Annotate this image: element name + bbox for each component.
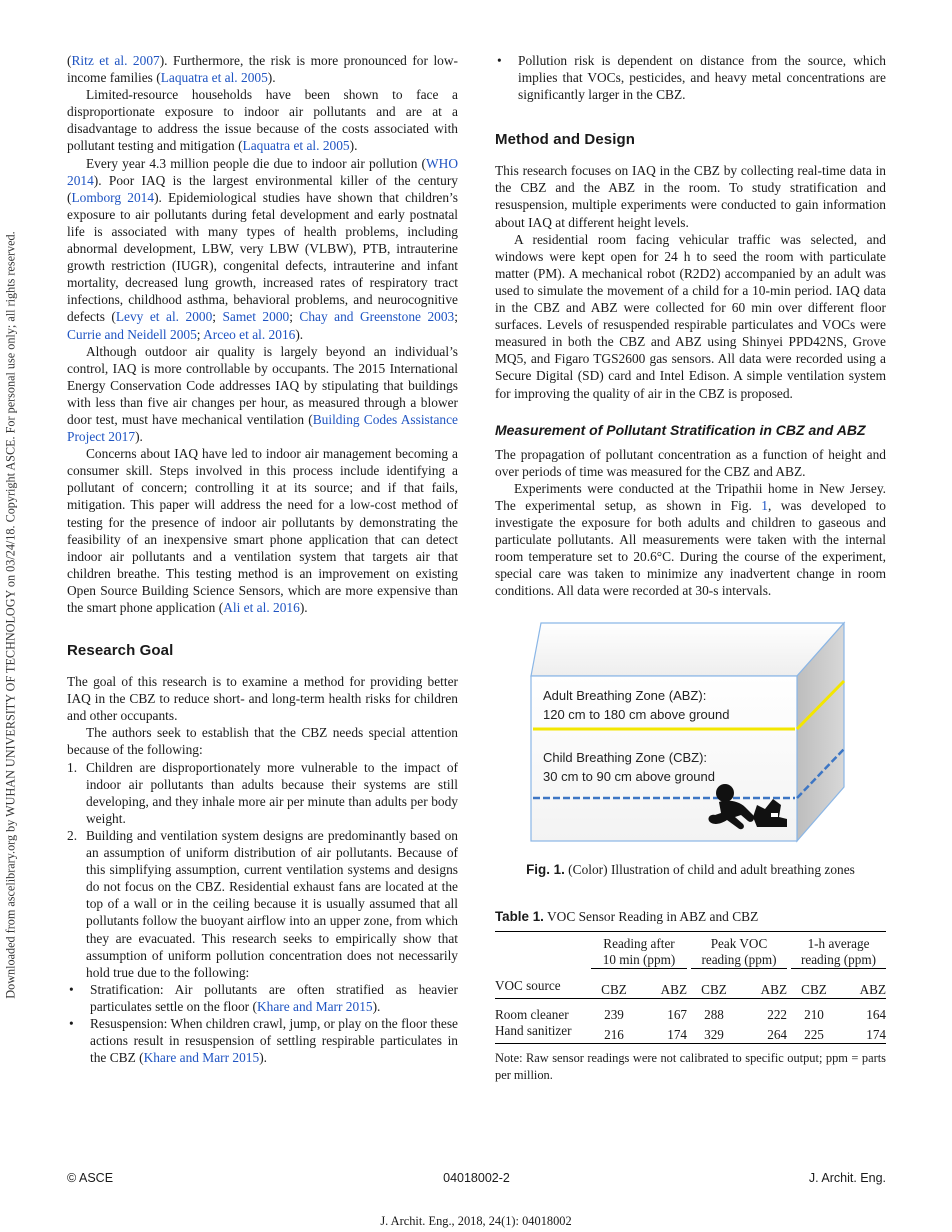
bullet-list (67, 981, 458, 1066)
footer-copyright: © ASCE (67, 1171, 114, 1185)
text-run: ). (299, 600, 308, 615)
paragraph: This research focuses on IAQ in the CBZ by collecting real-time data in the CBZ and the ABZ in the room. To study stratification and resuspension, multiple experiments were conducted to gain information about IAQ at different height levels. (495, 163, 886, 230)
cell: 239 (604, 1007, 624, 1023)
list-item-text (86, 828, 458, 980)
figure-caption (495, 861, 886, 878)
table-group-header-row (495, 932, 886, 972)
paragraph: The propagation of pollutant concentration as a function of height and over periods of time was measured for the CBZ and ABZ. (495, 446, 886, 479)
paragraph: (Ritz et al. 2007). Furthermore, the risk is more pronounced for low-income families (Laquatra et al. 2005). (67, 53, 458, 86)
cell: 164 (866, 1007, 886, 1023)
col-header: CBZ (701, 982, 727, 998)
cell: 225 (804, 1027, 824, 1043)
col-header: ABZ (859, 982, 886, 998)
paragraph (495, 480, 886, 600)
text-run: Although outdoor air quality is largely beyond an individual’s control, IAQ is more controllable by occupants. The 2015 International Energy Conservation Code addresses IAQ by stipulating that buildings with less than five air changes per hour, as measured through a blower door test, must have mechanical ventilation ( (67, 343, 458, 427)
text-run: ). Epidemiological studies have shown that children’s exposure to air pollutants during fetal development and early postnatal life is associated with many types of health problems, including abnormal development, LBW, very LBW (VLBW), PTB, intrauterine growth restriction (IUGR), congenital defects, intrauterine and infant mortality, decreased lung growth, increased rates of respiratory tract infections, childhood asthma, behavioral problems, and neurocognitive defects ( (67, 189, 458, 325)
citation-link[interactable]: Khare and Marr 2015 (256, 998, 373, 1014)
citation-link[interactable]: Building Codes Assistance Project 2017 (67, 411, 459, 445)
cell: 329 (704, 1027, 724, 1043)
list-item-text (90, 982, 458, 1014)
list-item (495, 52, 886, 103)
group-header: Peak VOC reading (ppm) (691, 932, 787, 972)
text-run: ). (349, 138, 358, 154)
cbz-range: 30 cm to 90 cm above ground (543, 769, 715, 785)
paragraph (67, 155, 458, 343)
list-item-text (86, 760, 458, 826)
breathing-zone-illustration (495, 621, 886, 853)
page-footer (67, 1171, 886, 1187)
citation-link[interactable]: Samet 2000 (222, 309, 290, 325)
side-download-note (4, 40, 18, 1190)
method-heading: Method and Design (495, 131, 636, 149)
row-source: Room cleaner (495, 1007, 569, 1023)
text-run: Every year 4.3 million people die due to indoor air pollution ( (86, 155, 427, 171)
paragraph (67, 445, 458, 616)
table-row (495, 1023, 886, 1043)
list-marker: • (69, 1015, 74, 1031)
col-header: CBZ (801, 982, 827, 998)
cell: 222 (767, 1007, 787, 1023)
citation-link[interactable]: WHO 2014 (67, 155, 458, 188)
citation-link[interactable]: 1 (761, 497, 768, 513)
citation-link[interactable]: Chay and Greenstone 2003 (299, 309, 455, 325)
list-item (67, 1015, 458, 1066)
text-run: ). (267, 70, 276, 86)
group-header: Reading after 10 min (ppm) (591, 932, 687, 972)
list-marker: • (69, 981, 74, 997)
col-header: CBZ (601, 982, 627, 998)
table-row (495, 1007, 886, 1023)
citation-link[interactable]: Ritz et al. 2007 (71, 53, 160, 68)
citation-link[interactable]: Laquatra et al. 2005 (160, 70, 268, 86)
abz-range: 120 cm to 180 cm above ground (543, 707, 730, 723)
text-run: Pollution risk is dependent on distance from the source, which implies that VOCs, pesticides, and heavy metal concentrations are significantly larger in the CBZ. (518, 53, 886, 103)
citation-link[interactable]: Laquatra et al. 2005 (242, 138, 350, 154)
text-run: Children are disproportionately more vulnerable to the impact of indoor air pollutants than adults because their systems are still developing, and they inhale more air per minute than adults per body weight. (86, 759, 458, 826)
left-column (67, 52, 458, 1066)
abz-title: Adult Breathing Zone (ABZ): (543, 688, 707, 704)
table-bottom-rule (495, 1043, 886, 1044)
table-title-text: VOC Sensor Reading in ABZ and CBZ (546, 909, 759, 925)
text-run: ). Furthermore, the risk is more pronounced for low-income families ( (67, 53, 458, 86)
text-run: ; (212, 309, 223, 325)
text-run: ). (372, 998, 381, 1014)
text-run: Concerns about IAQ have led to indoor air management becoming a consumer skill. Steps involved in this process include identifying a pollutant of concern; controlling it at its source; and if that fails, mitigation. This paper will address the need for a low-cost method of testing for the presence of indoor air pollutants by demonstrating the feasibility of an inexpensive smart phone application that can detect indoor air pollutants and a ventilation system that targets air that children breathe. This testing method is an improvement on existing Open Source Building Science Sensors, which are more expensive than the smart phone application ( (67, 446, 458, 615)
cell: 264 (767, 1027, 787, 1043)
col-header: ABZ (660, 982, 687, 998)
figure-1 (495, 621, 886, 853)
list-marker: 2. (67, 827, 78, 843)
text-run: ; (289, 309, 300, 325)
table-label: Table 1. (495, 909, 544, 925)
voc-table (495, 932, 886, 1043)
table-note: Note: Raw sensor readings were not calibrated to specific output; ppm = parts per million. (495, 1051, 886, 1083)
side-download-note-text: Downloaded from ascelibrary.org by WUHAN UNIVERSITY OF TECHNOLOGY on 03/24/18. Copyright ASCE. For personal use only; all rights reserved. (3, 231, 18, 999)
figure-caption-label: Fig. 1. (526, 862, 565, 878)
table-title (495, 908, 886, 925)
paragraph (67, 343, 458, 446)
cbz-title: Child Breathing Zone (CBZ): (543, 750, 708, 766)
cell: 174 (667, 1027, 687, 1043)
list-item (67, 981, 458, 1015)
citation-link[interactable]: Khare and Marr 2015 (143, 1050, 260, 1066)
table-column-header-row (495, 972, 886, 999)
right-column (495, 52, 886, 1097)
citation-link[interactable]: Levy et al. 2000 (115, 309, 213, 325)
row-source: Hand sanitizer (495, 1023, 572, 1039)
citation-link[interactable]: Ali et al. 2016 (223, 600, 300, 615)
list-marker: 1. (67, 759, 78, 775)
paragraph: The goal of this research is to examine a method for providing better IAQ in the CBZ to reduce short- and long-term health risks for children and other occupants. (67, 674, 458, 724)
text-run: Stratification: Air pollutants are often stratified as heavier particulates settle on the floor ( (90, 981, 458, 1014)
list-item-text (90, 1016, 458, 1065)
text-run: Experiments were conducted at the Tripathii home in New Jersey. The experimental setup, as shown in Fig. (495, 480, 886, 513)
cell: 174 (866, 1027, 886, 1043)
list-marker: • (497, 53, 502, 68)
cell: 167 (667, 1007, 687, 1023)
citation-line: J. Archit. Eng., 2018, 24(1): 04018002 (380, 1214, 572, 1228)
cell: 288 (704, 1007, 724, 1023)
citation-link[interactable]: Arceo et al. 2016 (203, 326, 296, 342)
text-run: , was developed to investigate the exposure for both adults and children to gaseous and particulate pollutants. All measurements were taken with the internal room temperature set to 20.6°C. During the course of the experiment, special care was taken to minimize any inadvertent change in room conditions. All data were recorded at 30-s intervals. (495, 497, 886, 599)
citation-link[interactable]: Currie and Neidell 2005 (67, 326, 197, 342)
list-item (67, 759, 458, 827)
figure-caption-text: (Color) Illustration of child and adult breathing zones (568, 862, 855, 878)
measurement-heading: Measurement of Pollutant Stratification in CBZ and ABZ (495, 421, 866, 438)
paragraph: A residential room facing vehicular traffic was selected, and windows were kept open for 24 h to seed the room with particulate matter (PM). A mechanical robot (R2D2) accompanied by an adult was used to simulate the movement of a child for a 10-min period. IAQ data in the CBZ and ABZ were collected for 60 min over different floor surfaces. Levels of resuspended respirable particulates and VOCs were measured in both the CBZ and ABZ using Shinyei PPD42NS, Grove MQ5, and Figaro TGS2600 gas sensors. All data were recorded using a Secure Digital (SD) card and Intel Edison. A simple ventilation system for improving the quality of air in the CBZ is proposed. (495, 231, 886, 401)
cell: 216 (604, 1027, 624, 1043)
research-goal-heading: Research Goal (67, 642, 174, 660)
text-run: ). (259, 1050, 268, 1066)
footer-page-number: 04018002-2 (443, 1171, 510, 1185)
paragraph (67, 86, 458, 154)
text-run: Building and ventilation system designs are predominantly based on an assumption of uniform distribution of air pollutants. Because of this simplifying assumption, current ventilation systems and designs do not focus on the CBZ. Residential exhaust fans are located at the top of a wall or in the ceiling because it is usually assumed that all pollutants follow the buoyant airflow into an upper zone, from which they are evacuated. This research seeks to empirically show that assumption of uniform pollution concentration does not necessarily hold true due to the following: (86, 827, 458, 980)
col-header-source: VOC source (495, 978, 561, 994)
paragraph: The authors seek to establish that the CBZ needs special attention because of the following: (67, 725, 458, 758)
text-run: Limited-resource households have been shown to face a disproportionate exposure to indoor air pollutants and are at a disadvantage to address the issue because of the costs associated with pollutant testing and mitigation ( (67, 87, 458, 154)
footer-journal: J. Archit. Eng. (808, 1171, 886, 1185)
text-run: ; (196, 326, 204, 342)
text-run: ). (295, 326, 304, 342)
text-run: ). Poor IAQ is the largest environmental killer of the century ( (67, 172, 458, 205)
numbered-list (67, 759, 458, 981)
text-run: ; (454, 309, 458, 325)
bullet-list (495, 52, 886, 103)
cell: 210 (804, 1007, 824, 1023)
group-header: 1-h average reading (ppm) (791, 932, 886, 972)
text-run: ). (135, 429, 143, 445)
list-item-text (518, 53, 886, 102)
citation-link[interactable]: Lomborg 2014 (71, 189, 155, 205)
col-header: ABZ (760, 982, 787, 998)
text-run: Resuspension: When children crawl, jump, or play on the floor these actions result in resuspension of settling respirable particulates in the CBZ ( (90, 1015, 458, 1066)
list-item (67, 827, 458, 981)
box-top-face (531, 623, 844, 676)
